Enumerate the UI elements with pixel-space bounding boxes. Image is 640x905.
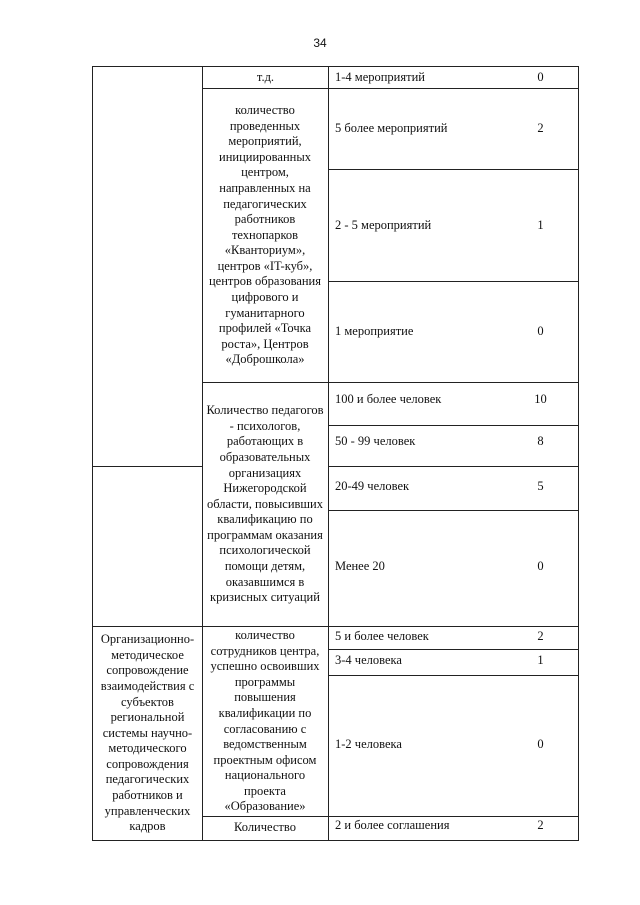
score-cell: 1: [537, 217, 544, 232]
criterion-cell: 100 и более человек: [335, 392, 442, 407]
score-cell: 2: [537, 629, 544, 644]
score-cell: 0: [537, 737, 544, 752]
criterion-cell: 1 мероприятие: [335, 324, 414, 339]
score-cell: 2: [537, 121, 544, 136]
score-cell: 0: [537, 324, 544, 339]
criterion-cell: 5 и более человек: [335, 629, 429, 644]
score-cell: 8: [537, 434, 544, 449]
indicator-cell: Количество: [234, 820, 296, 835]
score-cell: 0: [537, 69, 544, 84]
indicator-cell: т.д.: [256, 69, 275, 84]
indicator-cell: количество проведенных мероприятий, инициированных центром, направленных на педагогических работников технопарков «Кванториум», центров «IT-куб», центров образования цифрового и гуманитарного профилей «Точка роста», Центров «Доброшкола»: [208, 102, 321, 367]
score-cell: 2: [537, 818, 544, 833]
criterion-cell: 20-49 человек: [335, 479, 410, 494]
criterion-cell: 1-4 мероприятий: [335, 69, 425, 84]
direction-cell: Организационно-методическое сопровождение взаимодействия с субъектов региональной системы научно-методического сопровождения педагогических работников и управленческих кадров: [100, 632, 195, 834]
criterion-cell: 5 более мероприятий: [335, 121, 448, 136]
score-cell: 5: [537, 479, 544, 494]
score-cell: 1: [537, 653, 544, 668]
score-cell: 10: [534, 392, 547, 407]
score-cell: 0: [537, 559, 544, 574]
criterion-cell: 2 и более соглашения: [335, 818, 450, 833]
criterion-cell: 2 - 5 мероприятий: [335, 217, 432, 232]
criterion-cell: 1-2 человека: [335, 737, 402, 752]
indicator-cell: количество сотрудников центра, успешно освоивших программы повышения квалификации по согласованию с ведомственным проектным офисом национального проекта «Образование»: [210, 627, 320, 814]
page-number: 34: [313, 36, 327, 50]
indicator-cell: Количество педагогов - психологов, работающих в образовательных организациях Нижегородской области, повысивших квалификацию по программам оказания психологической помощи детям, оказавшимся в кризисных ситуаций: [206, 403, 324, 605]
criterion-cell: 3-4 человека: [335, 653, 402, 668]
criterion-cell: 50 - 99 человек: [335, 434, 416, 449]
criterion-cell: Менее 20: [335, 559, 385, 574]
